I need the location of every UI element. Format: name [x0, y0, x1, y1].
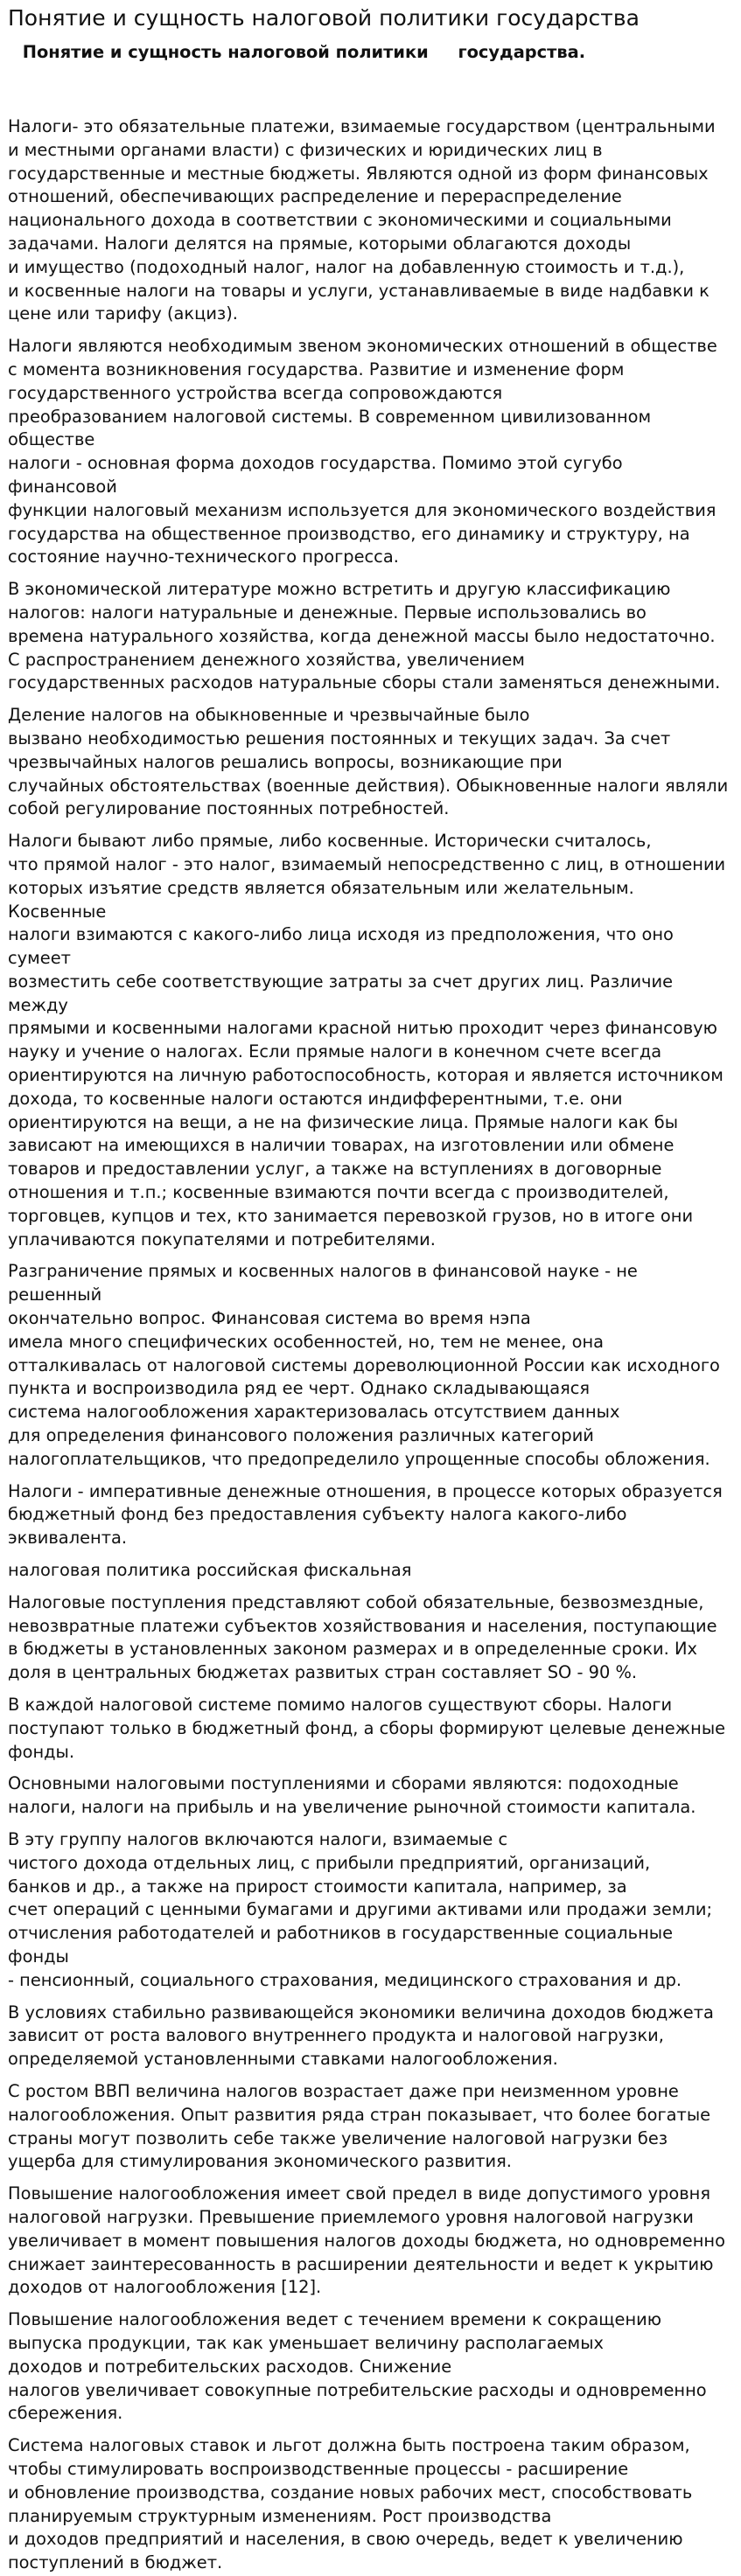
- paragraph: В эту группу налогов включаются налоги, взимаемые с чистого дохода отдельных лиц, с прибыли предприятий, организаций, банков и др., а также на прирост стоимости капитала, например, за счет операций с ценными бумагами и другими активами или продажи земли; отчисления работодателей и работников в государственные социальные фонды - пенсионный, социального страхования, медицинского страхования и др.: [8, 1828, 713, 1990]
- document-subtitle: Понятие и сущность налоговой политики государства.: [17, 42, 586, 62]
- paragraph: Система налоговых ставок и льгот должна быть построена таким образом, чтобы стимулировать воспроизводственные процессы - расширение и обновление производства, создание новых рабочих мест, способствовать планируемым структурным изменениям. Рост производства и доходов предприятий и населения, в свою очередь, ведет к увеличению поступлений в бюджет.: [8, 2435, 693, 2573]
- paragraph: налоговая политика российская фискальная: [8, 1560, 412, 1581]
- paragraph: Деление налогов на обыкновенные и чрезвычайные было вызвано необходимостью решения постоянных и текущих задач. За счет чрезвычайных налогов решались вопросы, возникающие при случайных обстоятельствах (военные действия). Обыкновенные налоги являли собой регулирование постоянных потребностей.: [8, 705, 729, 819]
- paragraph: Налоговые поступления представляют собой обязательные, безвозмездные, невозвратные платежи субъектов хозяйствования и населения, поступающие в бюджеты в установленных законом размерах и в определенные сроки. Их доля в центральных бюджетах развитых стран составляет SO - 90 %.: [8, 1591, 717, 1683]
- paragraph: В экономической литературе можно встретить и другую классификацию налогов: налоги натуральные и денежные. Первые использовались во времена натурального хозяйства, когда денежной массы было недостаточно. С распространением денежного хозяйства, увеличением государственных расходов натуральные сборы стали заменяться денежными.: [8, 579, 721, 693]
- paragraph: С ростом ВВП величина налогов возрастает даже при неизменном уровне налогообложения. Опыт развития ряда стран показывает, что более богатые страны могут позволить себе также увеличение налоговой нагрузки без ущерба для стимулирования экономического развития.: [8, 2080, 711, 2172]
- paragraph: Налоги являются необходимым звеном экономических отношений в обществе с момента возникновения государства. Развитие и изменение форм государственного устройства всегда сопровождаются преобразованием налоговой системы. В современном цивилизованном обществе налоги - основная форма доходов государства. Помимо этой сугубо финансовой функции налоговый механизм используется для экономического воздействия государства на общественное производство, его динамику и структуру, на состояние научно-технического прогресса.: [8, 336, 717, 567]
- paragraph: Основными налоговыми поступлениями и сборами являются: подоходные налоги, налоги на прибыль и на увеличение рыночной стоимости капитала.: [8, 1773, 696, 1818]
- paragraph: Повышение налогообложения ведет с течением времени к сокращению выпуска продукции, так как уменьшает величину располагаемых доходов и потребительских расходов. Снижение налогов увеличивает совокупные потребительские расходы и одновременно сбережения.: [8, 2309, 707, 2424]
- paragraph: Налоги - императивные денежные отношения, в процессе которых образуется бюджетный фонд без предоставления субъекту налога какого-либо эквивалента.: [8, 1480, 723, 1549]
- document-body: [8, 115, 734, 2575]
- document-title: Понятие и сущность налоговой политики государства: [8, 5, 640, 31]
- paragraph: Повышение налогообложения имеет свой предел в виде допустимого уровня налоговой нагрузки. Превышение приемлемого уровня налоговой нагрузки увеличивает в момент повышения налогов доходы бюджета, но одновременно снижает заинтересованность в расширении деятельности и ведет к укрытию доходов от налогообложения [12].: [8, 2183, 725, 2298]
- paragraph: Разграничение прямых и косвенных налогов в финансовой науке - не решенный окончательно вопрос. Финансовая система во время нэпа имела много специфических особенностей, но, тем не менее, она отталкивалась от налоговой системы дореволюционной России как исходного пункта и воспроизводила ряд ее черт. Однако складывающаяся система налогообложения характеризовалась отсутствием данных для определения финансового положения различных категорий налогоплательщиков, что предопределило упрощенные способы обложения.: [8, 1261, 720, 1469]
- paragraph: Налоги бывают либо прямые, либо косвенные. Исторически считалось, что прямой налог - это налог, взимаемый непосредственно с лиц, в отношении которых изъятие средств является обязательным или желательным. Косвенные налоги взимаются с какого-либо лица исходя из предположения, что оно сумеет возместить себе соответствующие затраты за счет других лиц. Различие между прямыми и косвенными налогами красной нитью проходит через финансовую науку и учение о налогах. Если прямые налоги в конечном счете всегда ориентируются на личную работоспособность, которая и является источником дохода, то косвенные налоги остаются индифферентными, т.е. они ориентируются на вещи, а не на физические лица. Прямые налоги как бы зависают на имеющихся в наличии товарах, на изготовлении или обмене товаров и предоставлении услуг, а также на вступлениях в договорные отношения и т.п.; косвенные взимаются почти всегда с производителей, торговцев, купцов и тех, кто занимается перевозкой грузов, но в итоге они уплачиваются покупателями и потребителями.: [8, 831, 726, 1250]
- paragraph: Налоги- это обязательные платежи, взимаемые государством (центральными и местными органами власти) с физических и юридических лиц в государственные и местные бюджеты. Являются одной из форм финансовых отношений, обеспечивающих распределение и перераспределение национального дохода в соответствии с экономическими и социальными задачами. Налоги делятся на прямые, которыми облагаются доходы и имущество (подоходный налог, налог на добавленную стоимость и т.д.), и косвенные налоги на товары и услуги, устанавливаемые в виде надбавки к цене или тарифу (акциз).: [8, 116, 716, 324]
- paragraph: В каждой налоговой системе помимо налогов существуют сборы. Налоги поступают только в бюджетный фонд, а сборы формируют целевые денежные фонды.: [8, 1695, 726, 1762]
- paragraph: В условиях стабильно развивающейся экономики величина доходов бюджета зависит от роста валового внутреннего продукта и налоговой нагрузки, определяемой установленными ставками налогообложения.: [8, 2002, 714, 2070]
